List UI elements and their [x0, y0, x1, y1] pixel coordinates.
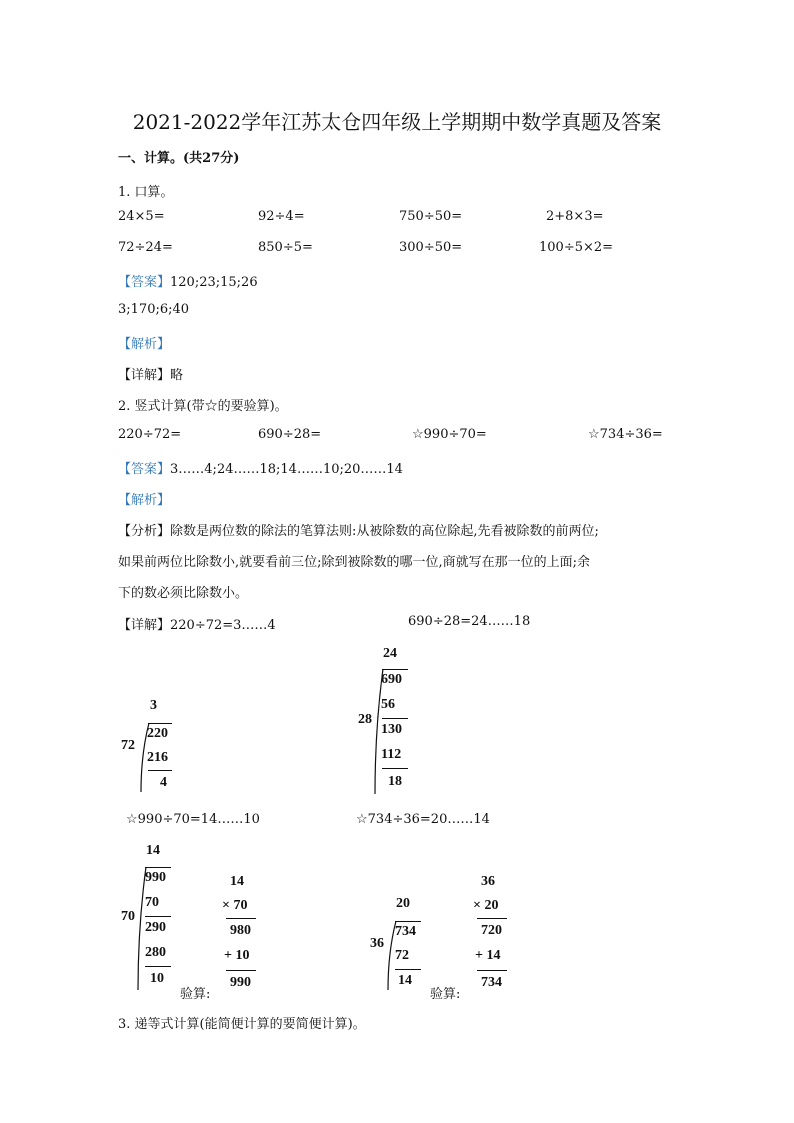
sum-line	[226, 970, 256, 971]
remainder: 14	[398, 973, 412, 988]
partial-remainder: 130	[381, 722, 402, 737]
q1-problem: 2+8×3=	[546, 209, 604, 224]
addend: + 10	[224, 948, 250, 963]
q2-answer	[118, 458, 403, 477]
division-bar	[145, 867, 171, 868]
q1-detail	[118, 364, 183, 383]
sum-line	[477, 970, 507, 971]
subtraction-line	[395, 969, 421, 970]
q1-problem: 750÷50=	[399, 209, 463, 224]
section-heading: 一、计算。(共27分)	[118, 151, 240, 166]
product: 980	[230, 923, 251, 938]
multiplier: × 20	[473, 898, 499, 913]
q1-answer-line2: 3;170;6;40	[118, 302, 190, 317]
method-label: 【分析】	[118, 524, 171, 539]
divisor: 36	[370, 936, 384, 951]
dividend: 990	[145, 870, 166, 885]
detail-text: 略	[170, 368, 184, 383]
remainder: 10	[150, 971, 164, 986]
method-line	[118, 520, 599, 539]
q3-title: 3. 递等式计算(能简便计算的要简便计算)。	[118, 1017, 366, 1032]
subtraction-line	[145, 916, 171, 917]
dividend: 734	[395, 924, 416, 939]
partial-product: 72	[395, 948, 409, 963]
q1-problem: 72÷24=	[118, 240, 173, 255]
division-bar	[395, 921, 421, 922]
detail-equation: 220÷72=3……4	[170, 618, 276, 633]
product: 720	[481, 923, 502, 938]
detail-label: 【详解】	[118, 618, 171, 633]
q2-problem: ☆734÷36=	[588, 427, 663, 442]
division-bar	[148, 723, 172, 724]
partial-product: 56	[381, 697, 395, 712]
answer-text: 120;23;15;26	[170, 275, 258, 290]
detail-equation: ☆990÷70=14……10	[126, 812, 260, 827]
analysis-label: 【解析】	[118, 337, 171, 352]
q1-problem: 24×5=	[118, 209, 165, 224]
q1-problem: 92÷4=	[258, 209, 305, 224]
sum: 734	[481, 975, 502, 990]
quotient: 3	[150, 698, 157, 713]
multiplier: × 70	[222, 898, 248, 913]
quotient: 14	[146, 843, 160, 858]
partial-product: 112	[381, 747, 402, 762]
q1-problem: 850÷5=	[258, 240, 313, 255]
method-line: 如果前两位比除数小,就要看前三位;除到被除数的哪一位,商就写在那一位的上面;余	[118, 555, 591, 570]
partial-product: 216	[147, 750, 168, 765]
subtraction-line	[382, 718, 408, 719]
product-line	[226, 918, 256, 919]
dividend: 690	[381, 672, 402, 687]
multiplicand: 14	[230, 874, 244, 889]
product-line	[477, 918, 507, 919]
q2-problem: ☆990÷70=	[412, 427, 487, 442]
division-bar	[382, 669, 408, 670]
sum: 990	[230, 975, 251, 990]
q2-problem: 690÷28=	[258, 427, 322, 442]
answer-label: 【答案】	[118, 275, 171, 290]
divisor: 28	[358, 712, 372, 727]
detail-label: 【详解】	[118, 368, 171, 383]
q1-title: 1. 口算。	[118, 185, 174, 200]
partial-product: 70	[145, 895, 159, 910]
verify-label: 验算:	[180, 987, 211, 1002]
verify-label: 验算:	[430, 987, 461, 1002]
subtraction-line	[145, 966, 171, 967]
addend: + 14	[475, 948, 501, 963]
quotient: 20	[396, 896, 410, 911]
remainder: 4	[160, 775, 167, 790]
divisor: 72	[121, 738, 135, 753]
detail-equation: ☆734÷36=20……14	[356, 812, 490, 827]
divisor: 70	[121, 909, 135, 924]
detail-equation: 690÷28=24……18	[408, 614, 531, 629]
page-title: 2021-2022学年江苏太仓四年级上学期期中数学真题及答案	[132, 110, 662, 134]
method-line: 下的数必须比除数小。	[118, 586, 249, 601]
dividend: 220	[147, 726, 168, 741]
method-text: 除数是两位数的除法的笔算法则:从被除数的高位除起,先看被除数的前两位;	[170, 524, 599, 539]
answer-text: 3……4;24……18;14……10;20……14	[170, 462, 403, 477]
partial-product: 280	[145, 945, 166, 960]
detail-line	[118, 614, 276, 633]
answer-label: 【答案】	[118, 462, 171, 477]
multiplicand: 36	[481, 874, 495, 889]
q2-problem: 220÷72=	[118, 427, 182, 442]
analysis-label: 【解析】	[118, 493, 171, 508]
q1-problem: 300÷50=	[399, 240, 463, 255]
subtraction-line	[382, 768, 408, 769]
subtraction-line	[148, 770, 172, 771]
remainder: 18	[388, 774, 402, 789]
q1-answer	[118, 271, 258, 290]
quotient: 24	[383, 646, 397, 661]
q2-title: 2. 竖式计算(带☆的要验算)。	[118, 399, 288, 414]
q1-problem: 100÷5×2=	[539, 240, 614, 255]
partial-remainder: 290	[145, 920, 166, 935]
